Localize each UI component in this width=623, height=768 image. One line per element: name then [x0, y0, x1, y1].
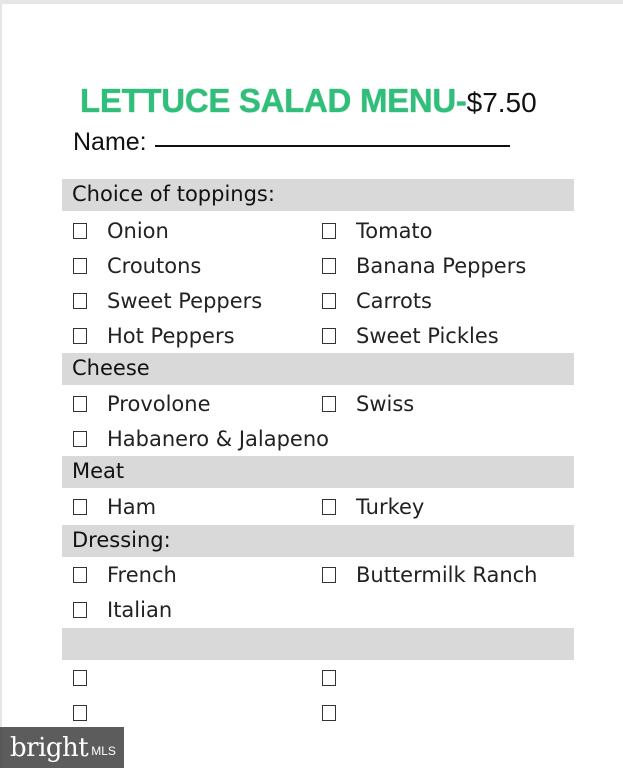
section-toppings-label: Choice of toppings:: [72, 182, 275, 206]
name-label: Name:: [73, 128, 147, 156]
option-label: Croutons: [107, 254, 202, 278]
option-ham[interactable]: [73, 492, 156, 522]
checkbox[interactable]: [73, 670, 87, 686]
checkbox[interactable]: [322, 499, 336, 515]
option-label: Turkey: [356, 495, 425, 519]
checkbox[interactable]: [73, 258, 87, 274]
option-banana-peppers[interactable]: [322, 251, 526, 281]
option-label: Buttermilk Ranch: [356, 563, 538, 587]
option-buttermilk-ranch[interactable]: [322, 560, 538, 590]
option-label: Habanero & Jalapeno: [107, 427, 330, 451]
option-label: Swiss: [356, 392, 415, 416]
option-carrots[interactable]: [322, 286, 432, 316]
checkbox[interactable]: [73, 705, 87, 721]
checkbox[interactable]: [322, 396, 336, 412]
checkbox[interactable]: [73, 293, 87, 309]
option-label: Hot Peppers: [107, 324, 235, 348]
option-blank[interactable]: [322, 663, 356, 693]
section-cheese-label: Cheese: [72, 356, 150, 380]
section-cheese: [62, 353, 574, 385]
section-meat: [62, 456, 574, 488]
option-blank[interactable]: [73, 698, 107, 728]
option-label: French: [107, 563, 177, 587]
option-sweet-pickles[interactable]: [322, 321, 499, 351]
checkbox[interactable]: [322, 567, 336, 583]
option-onion[interactable]: [73, 216, 169, 246]
price-text: $7.50: [466, 87, 537, 118]
watermark-logo-text: bright: [10, 732, 89, 763]
option-french[interactable]: [73, 560, 177, 590]
checkbox[interactable]: [73, 431, 87, 447]
menu-title: [80, 82, 537, 124]
option-swiss[interactable]: [322, 389, 414, 419]
option-label: Sweet Pickles: [356, 324, 499, 348]
option-label: Italian: [107, 598, 173, 622]
option-label: Carrots: [356, 289, 432, 313]
option-label: Onion: [107, 219, 169, 243]
section-dressing-label: Dressing:: [72, 528, 171, 552]
bright-mls-watermark: [0, 727, 124, 768]
section-toppings: [62, 179, 574, 211]
option-provolone[interactable]: [73, 389, 211, 419]
checkbox[interactable]: [322, 670, 336, 686]
option-label: Sweet Peppers: [107, 289, 263, 313]
checkbox[interactable]: [322, 705, 336, 721]
option-habanero-jalapeno[interactable]: [73, 424, 329, 454]
section-meat-label: Meat: [72, 459, 125, 483]
checkbox[interactable]: [73, 396, 87, 412]
section-dressing: [62, 525, 574, 557]
checkbox[interactable]: [322, 223, 336, 239]
option-turkey[interactable]: [322, 492, 424, 522]
checkbox[interactable]: [322, 258, 336, 274]
option-blank[interactable]: [73, 663, 107, 693]
option-italian[interactable]: [73, 595, 172, 625]
checkbox[interactable]: [322, 293, 336, 309]
option-label: Tomato: [356, 219, 433, 243]
watermark-mls-text: MLS: [91, 743, 116, 758]
checkbox[interactable]: [73, 567, 87, 583]
option-hot-peppers[interactable]: [73, 321, 235, 351]
name-row: [73, 128, 523, 162]
section-blank: [62, 628, 574, 660]
checkbox[interactable]: [73, 499, 87, 515]
name-fill-line[interactable]: [155, 145, 510, 147]
checkbox[interactable]: [322, 328, 336, 344]
option-sweet-peppers[interactable]: [73, 286, 262, 316]
option-tomato[interactable]: [322, 216, 433, 246]
title-text: LETTUCE SALAD MENU-: [80, 82, 467, 119]
option-label: Ham: [107, 495, 157, 519]
option-label: Provolone: [107, 392, 211, 416]
checkbox[interactable]: [73, 328, 87, 344]
option-label: Banana Peppers: [356, 254, 527, 278]
checkbox[interactable]: [73, 602, 87, 618]
option-blank[interactable]: [322, 698, 356, 728]
checkbox[interactable]: [73, 223, 87, 239]
option-croutons[interactable]: [73, 251, 201, 281]
